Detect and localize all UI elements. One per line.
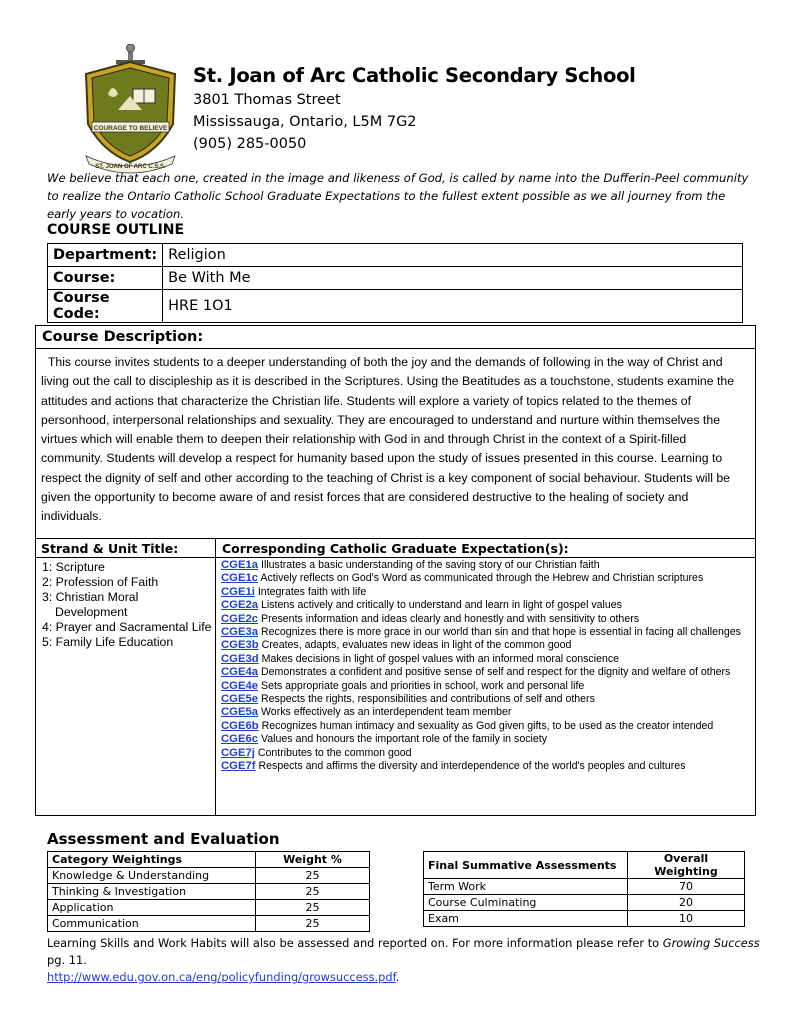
list-item [221, 626, 751, 639]
cge-code-link[interactable]: CGE4e [221, 679, 259, 692]
table-cell: 25 [256, 884, 370, 900]
school-name: St. Joan of Arc Catholic Secondary School [193, 64, 636, 87]
cge-description: Demonstrates a confident and positive sense of self and respect for the dignity and welfare of others [261, 666, 731, 679]
cge-description: Contributes to the common good [257, 746, 412, 759]
cge-description: Creates, adapts, evaluates new ideas in light of the common good [261, 639, 572, 652]
list-item [221, 733, 751, 746]
divider [36, 557, 755, 558]
address-street: 3801 Thomas Street [193, 92, 341, 108]
strand-list [42, 560, 212, 650]
cge-code-link[interactable]: CGE2a [221, 599, 259, 612]
list-item [221, 586, 751, 599]
course-label: Course: [48, 267, 163, 290]
table-row [48, 916, 370, 932]
divider [36, 348, 755, 349]
cge-code-link[interactable]: CGE3b [221, 639, 259, 652]
cge-code-link[interactable]: CGE2c [221, 612, 259, 625]
list-item: 3: Christian Moral Development [42, 590, 139, 619]
list-item [221, 653, 751, 666]
address-city: Mississauga, Ontario, L5M 7G2 [193, 114, 417, 130]
list-item [221, 599, 751, 612]
category-weightings-table [47, 851, 370, 932]
cge-code-link[interactable]: CGE4a [221, 666, 259, 679]
school-crest-logo [78, 44, 183, 174]
strand-cge-table [35, 538, 756, 816]
table-cell: 70 [628, 879, 745, 895]
course-outline-title: COURSE OUTLINE [47, 222, 185, 238]
cge-code-link[interactable]: CGE1i [221, 585, 255, 598]
table-header-row [48, 852, 370, 868]
final-summative-table [423, 851, 745, 927]
course-code-value: HRE 1O1 [163, 290, 743, 323]
cge-header: Corresponding Catholic Graduate Expectation(s): [222, 541, 569, 556]
department-label: Department: [48, 244, 163, 267]
table-cell: Knowledge & Understanding [48, 868, 256, 884]
cge-description: Respects and affirms the diversity and interdependence of the world's peoples and cultures [258, 760, 686, 773]
cge-code-link[interactable]: CGE3a [221, 626, 259, 639]
cge-list [221, 559, 751, 774]
list-item [221, 572, 751, 585]
table-cell: 25 [256, 868, 370, 884]
list-item: 2: Profession of Faith [42, 575, 159, 589]
cge-description: Sets appropriate goals and priorities in school, work and personal life [261, 679, 585, 692]
column-header: Overall Weighting [628, 852, 745, 879]
crest-motto: COURAGE TO BELIEVE [93, 125, 168, 132]
table-cell: Application [48, 900, 256, 916]
cge-code-link[interactable]: CGE3d [221, 652, 259, 665]
list-item [221, 693, 751, 706]
cge-code-link[interactable]: CGE7j [221, 746, 255, 759]
cge-description: Listens actively and critically to understand and learn in light of gospel values [261, 599, 622, 612]
table-row [48, 900, 370, 916]
list-item [221, 747, 751, 760]
crest-banner: ST. JOAN OF ARC C.S.S. [95, 164, 166, 170]
table-cell: 10 [628, 911, 745, 927]
table-row [48, 244, 743, 267]
list-item [221, 666, 751, 679]
table-cell: Thinking & Investigation [48, 884, 256, 900]
column-header: Category Weightings [48, 852, 256, 868]
course-description-text: This course invites students to a deeper understanding of both the joy and the demands of following in the way of Christ and living out the call to discipleship as it is described in the Scriptures. Using the Beatitudes as a touchstone, students examine the attitudes and actions that characterize the Christian life. Students will explore a variety of topics related to the themes of personhood, interpersonal relationships and sexuality. They are encouraged to understand and nurture within themselves the virtues which will enable them to deepen their relationship with God in and through Christ in the context of a Spirit-filled community. Students will develop a respect for humanity based upon the study of issues presented in this course. Learning to respect the dignity of self and other according to the teaching of Christ is a key component of social behaviour. Students will be given the opportunity to become aware of and resist forces that are considered destructive to the healing of society and individuals. [41, 355, 735, 524]
table-cell: Term Work [424, 879, 628, 895]
divider [215, 539, 216, 815]
growing-success-link[interactable]: http://www.edu.gov.on.ca/eng/policyfunding/growsuccess.pdf [47, 970, 396, 984]
list-item: 4: Prayer and Sacramental Life [42, 620, 212, 634]
cge-description: Respects the rights, responsibilities and contributions of self and others [261, 693, 595, 706]
cge-description: Makes decisions in light of gospel values with an informed moral conscience [261, 652, 620, 665]
table-row [48, 884, 370, 900]
department-value: Religion [163, 244, 743, 267]
cge-code-link[interactable]: CGE5a [221, 706, 259, 719]
table-cell: 20 [628, 895, 745, 911]
footer-note: Learning Skills and Work Habits will also be assessed and reported on. For more information please refer to Growing Success pg. 11. http://www.edu.gov.on.ca/eng/policyfunding/growsuccess.pdf. [47, 936, 760, 984]
cge-code-link[interactable]: CGE6b [221, 719, 259, 732]
cge-description: Illustrates a basic understanding of the saving story of our Christian faith [261, 559, 600, 571]
course-description-box [35, 325, 756, 539]
table-row [424, 911, 745, 927]
list-item [221, 559, 751, 572]
table-cell: 25 [256, 900, 370, 916]
list-item [221, 706, 751, 719]
course-description-title: Course Description: [42, 329, 204, 345]
column-header: Weight % [256, 852, 370, 868]
mission-statement: We believe that each one, created in the image and likeness of God, is called by name into the Dufferin-Peel community to realize the Ontario Catholic School Graduate Expectations to the fullest extent possible as we all journey from the early years to vocation. [47, 171, 749, 221]
cge-code-link[interactable]: CGE6c [221, 733, 259, 746]
cge-description: Integrates faith with life [257, 585, 367, 598]
table-cell: 25 [256, 916, 370, 932]
table-cell: Exam [424, 911, 628, 927]
cge-description: Recognizes there is more grace in our world than sin and that hope is essential in facing all challenges [261, 626, 741, 639]
table-row [424, 895, 745, 911]
list-item [221, 639, 751, 652]
table-cell: Communication [48, 916, 256, 932]
list-item [221, 680, 751, 693]
course-value: Be With Me [163, 267, 743, 290]
phone-number: (905) 285-0050 [193, 136, 307, 152]
cge-description: Values and honours the important role of the family in society [261, 733, 547, 746]
table-row [48, 267, 743, 290]
course-info-table [47, 243, 743, 323]
cge-description: Works effectively as an interdependent team member [261, 706, 512, 719]
list-item: 1: Scripture [42, 560, 105, 574]
cge-description: Actively reflects on God's Word as communicated through the Hebrew and Christian scriptures [260, 572, 704, 585]
strand-header: Strand & Unit Title: [41, 541, 179, 556]
cge-code-link[interactable]: CGE1c [221, 572, 259, 585]
column-header: Final Summative Assessments [424, 852, 628, 879]
table-row [48, 290, 743, 323]
cge-code-link[interactable]: CGE7f [221, 760, 256, 773]
table-cell: Course Culminating [424, 895, 628, 911]
table-row [48, 868, 370, 884]
table-row [424, 879, 745, 895]
list-item [221, 720, 751, 733]
cge-code-link[interactable]: CGE5e [221, 693, 259, 706]
cge-code-link[interactable]: CGE1a [221, 559, 259, 571]
list-item: 5: Family Life Education [42, 635, 174, 649]
course-code-label: Course Code: [48, 290, 163, 323]
cge-description: Presents information and ideas clearly and honestly and with sensitivity to others [261, 612, 640, 625]
table-header-row [424, 852, 745, 879]
assessment-title: Assessment and Evaluation [47, 830, 280, 848]
cge-description: Recognizes human intimacy and sexuality as God given gifts, to be used as the creator intended [261, 719, 714, 732]
list-item [221, 613, 751, 626]
list-item [221, 760, 751, 773]
